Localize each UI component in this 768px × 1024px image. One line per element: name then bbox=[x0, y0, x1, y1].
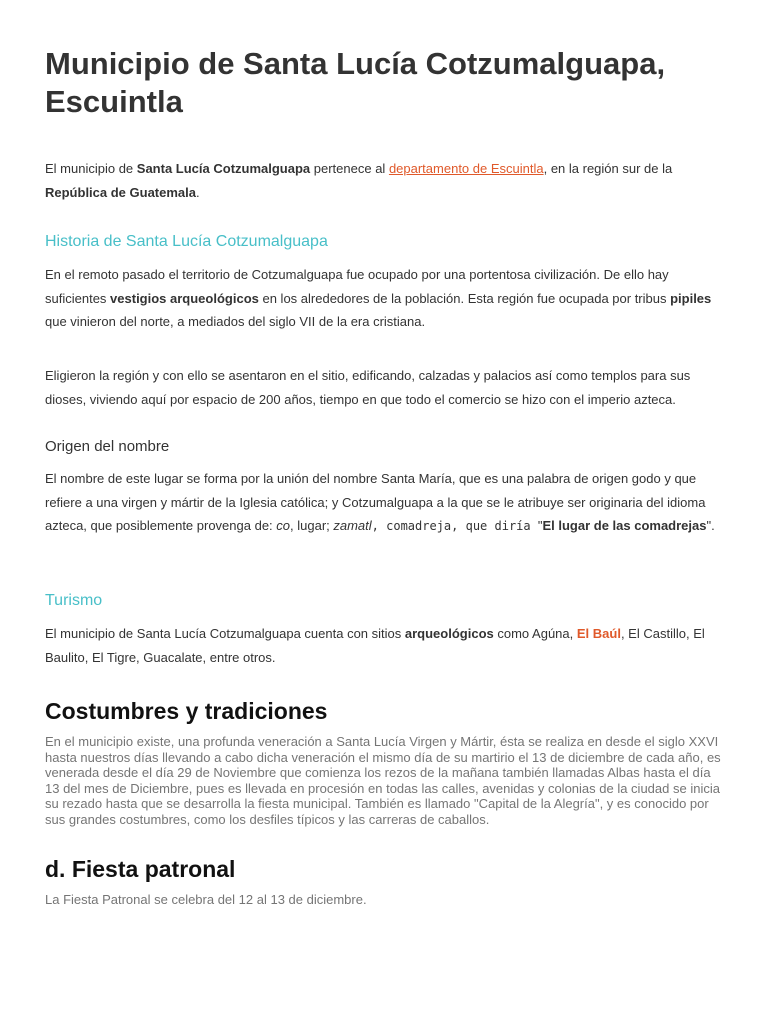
intro-bold-republica: República de Guatemala bbox=[45, 184, 196, 200]
origen-bold-lugar: El lugar de las comadrejas bbox=[542, 518, 707, 533]
intro-paragraph bbox=[45, 157, 725, 204]
origen-paragraph bbox=[45, 467, 725, 539]
costumbres-heading: Costumbres y tradiciones bbox=[45, 698, 328, 724]
historia-paragraph-1 bbox=[45, 263, 725, 334]
turismo-paragraph bbox=[45, 622, 725, 669]
page-title: Municipio de Santa Lucía Cotzumalguapa, Escuintla bbox=[45, 46, 666, 119]
origen-text-1: El nombre de este lugar se forma por la unión del nombre Santa María, que es una palabra de origen godo y que refiere a una virgen y mártir de la Iglesia católica; y Cotzumalguapa a la que se le atribuye ser originaria del idioma azteca, que posiblemente provenga de: bbox=[45, 471, 706, 533]
el-baul-highlight: El Baúl bbox=[576, 626, 621, 641]
intro-text-1: El municipio de bbox=[45, 161, 137, 176]
turismo-text-2: como Agúna, bbox=[493, 626, 577, 641]
turismo-bold-arqueologicos: arqueológicos bbox=[404, 626, 494, 641]
origen-mono-text: , comadreja, que diría bbox=[371, 519, 538, 533]
fiesta-paragraph: La Fiesta Patronal se celebra del 12 al 13 de diciembre. bbox=[45, 892, 367, 907]
costumbres-paragraph: En el municipio existe, una profunda veneración a Santa Lucía Virgen y Mártir, ésta se realiza en desde el siglo XXVI hasta nuestros días llevando a cabo dicha veneración el mismo día de su martirio el 13 de diciembre de cada año, es venerada desde el día 29 de Noviembre que comienza los rezos de la mañana también llamadas Albas hasta el día 13 del mes de Diciembre, pues es llevada en procesión en todas las calles, avenidas y colonias de la ciudad se inicia su rezado hasta que se desarrolla la fiesta municipal. También es llamado "Capital de la Alegría", y es conocido por sus grandes costumbres, como los desfiles típicos y las carreras de caballos. bbox=[45, 734, 721, 827]
departamento-link[interactable]: departamento de Escuintla bbox=[388, 161, 544, 176]
origen-text-2: , lugar; bbox=[290, 518, 334, 533]
origen-italic-zamatl: zamatl bbox=[333, 518, 372, 533]
origen-italic-co: co bbox=[276, 518, 291, 533]
historia-text-1: En el remoto pasado el territorio de Cotzumalguapa fue ocupado por una portentosa civilización. De ello hay suficientes bbox=[45, 267, 669, 306]
turismo-text-1: El municipio de Santa Lucía Cotzumalguapa cuenta con sitios bbox=[45, 626, 405, 641]
origen-quote-open: " bbox=[537, 518, 543, 533]
turismo-heading: Turismo bbox=[45, 592, 103, 609]
historia-bold-vestigios: vestigios arqueológicos bbox=[110, 290, 259, 306]
intro-text-2: pertenece al bbox=[310, 161, 389, 176]
historia-heading: Historia de Santa Lucía Cotzumalguapa bbox=[45, 233, 328, 250]
origen-heading: Origen del nombre bbox=[45, 438, 170, 455]
fiesta-heading: d. Fiesta patronal bbox=[45, 856, 236, 882]
intro-text-3: , en la región sur de la bbox=[543, 161, 673, 176]
turismo-text-3: , El Castillo, El Baulito, El Tigre, Guacalate, entre otros. bbox=[45, 626, 705, 665]
historia-paragraph-2: Eligieron la región y con ello se asentaron en el sitio, edificando, calzadas y palacios así como templos para sus dioses, viviendo aquí por espacio de 200 años, tiempo en que todo el comercio se hizo con el imperio azteca. bbox=[45, 368, 691, 407]
intro-text-4: . bbox=[196, 184, 200, 200]
historia-text-3: que vinieron del norte, a mediados del siglo VII de la era cristiana. bbox=[45, 314, 426, 329]
historia-bold-pipiles: pipiles bbox=[670, 290, 712, 306]
origen-quote-close: ". bbox=[706, 518, 715, 533]
intro-bold-municipio: Santa Lucía Cotzumalguapa bbox=[136, 161, 311, 176]
historia-text-2: en los alrededores de la población. Esta región fue ocupada por tribus bbox=[258, 290, 671, 306]
